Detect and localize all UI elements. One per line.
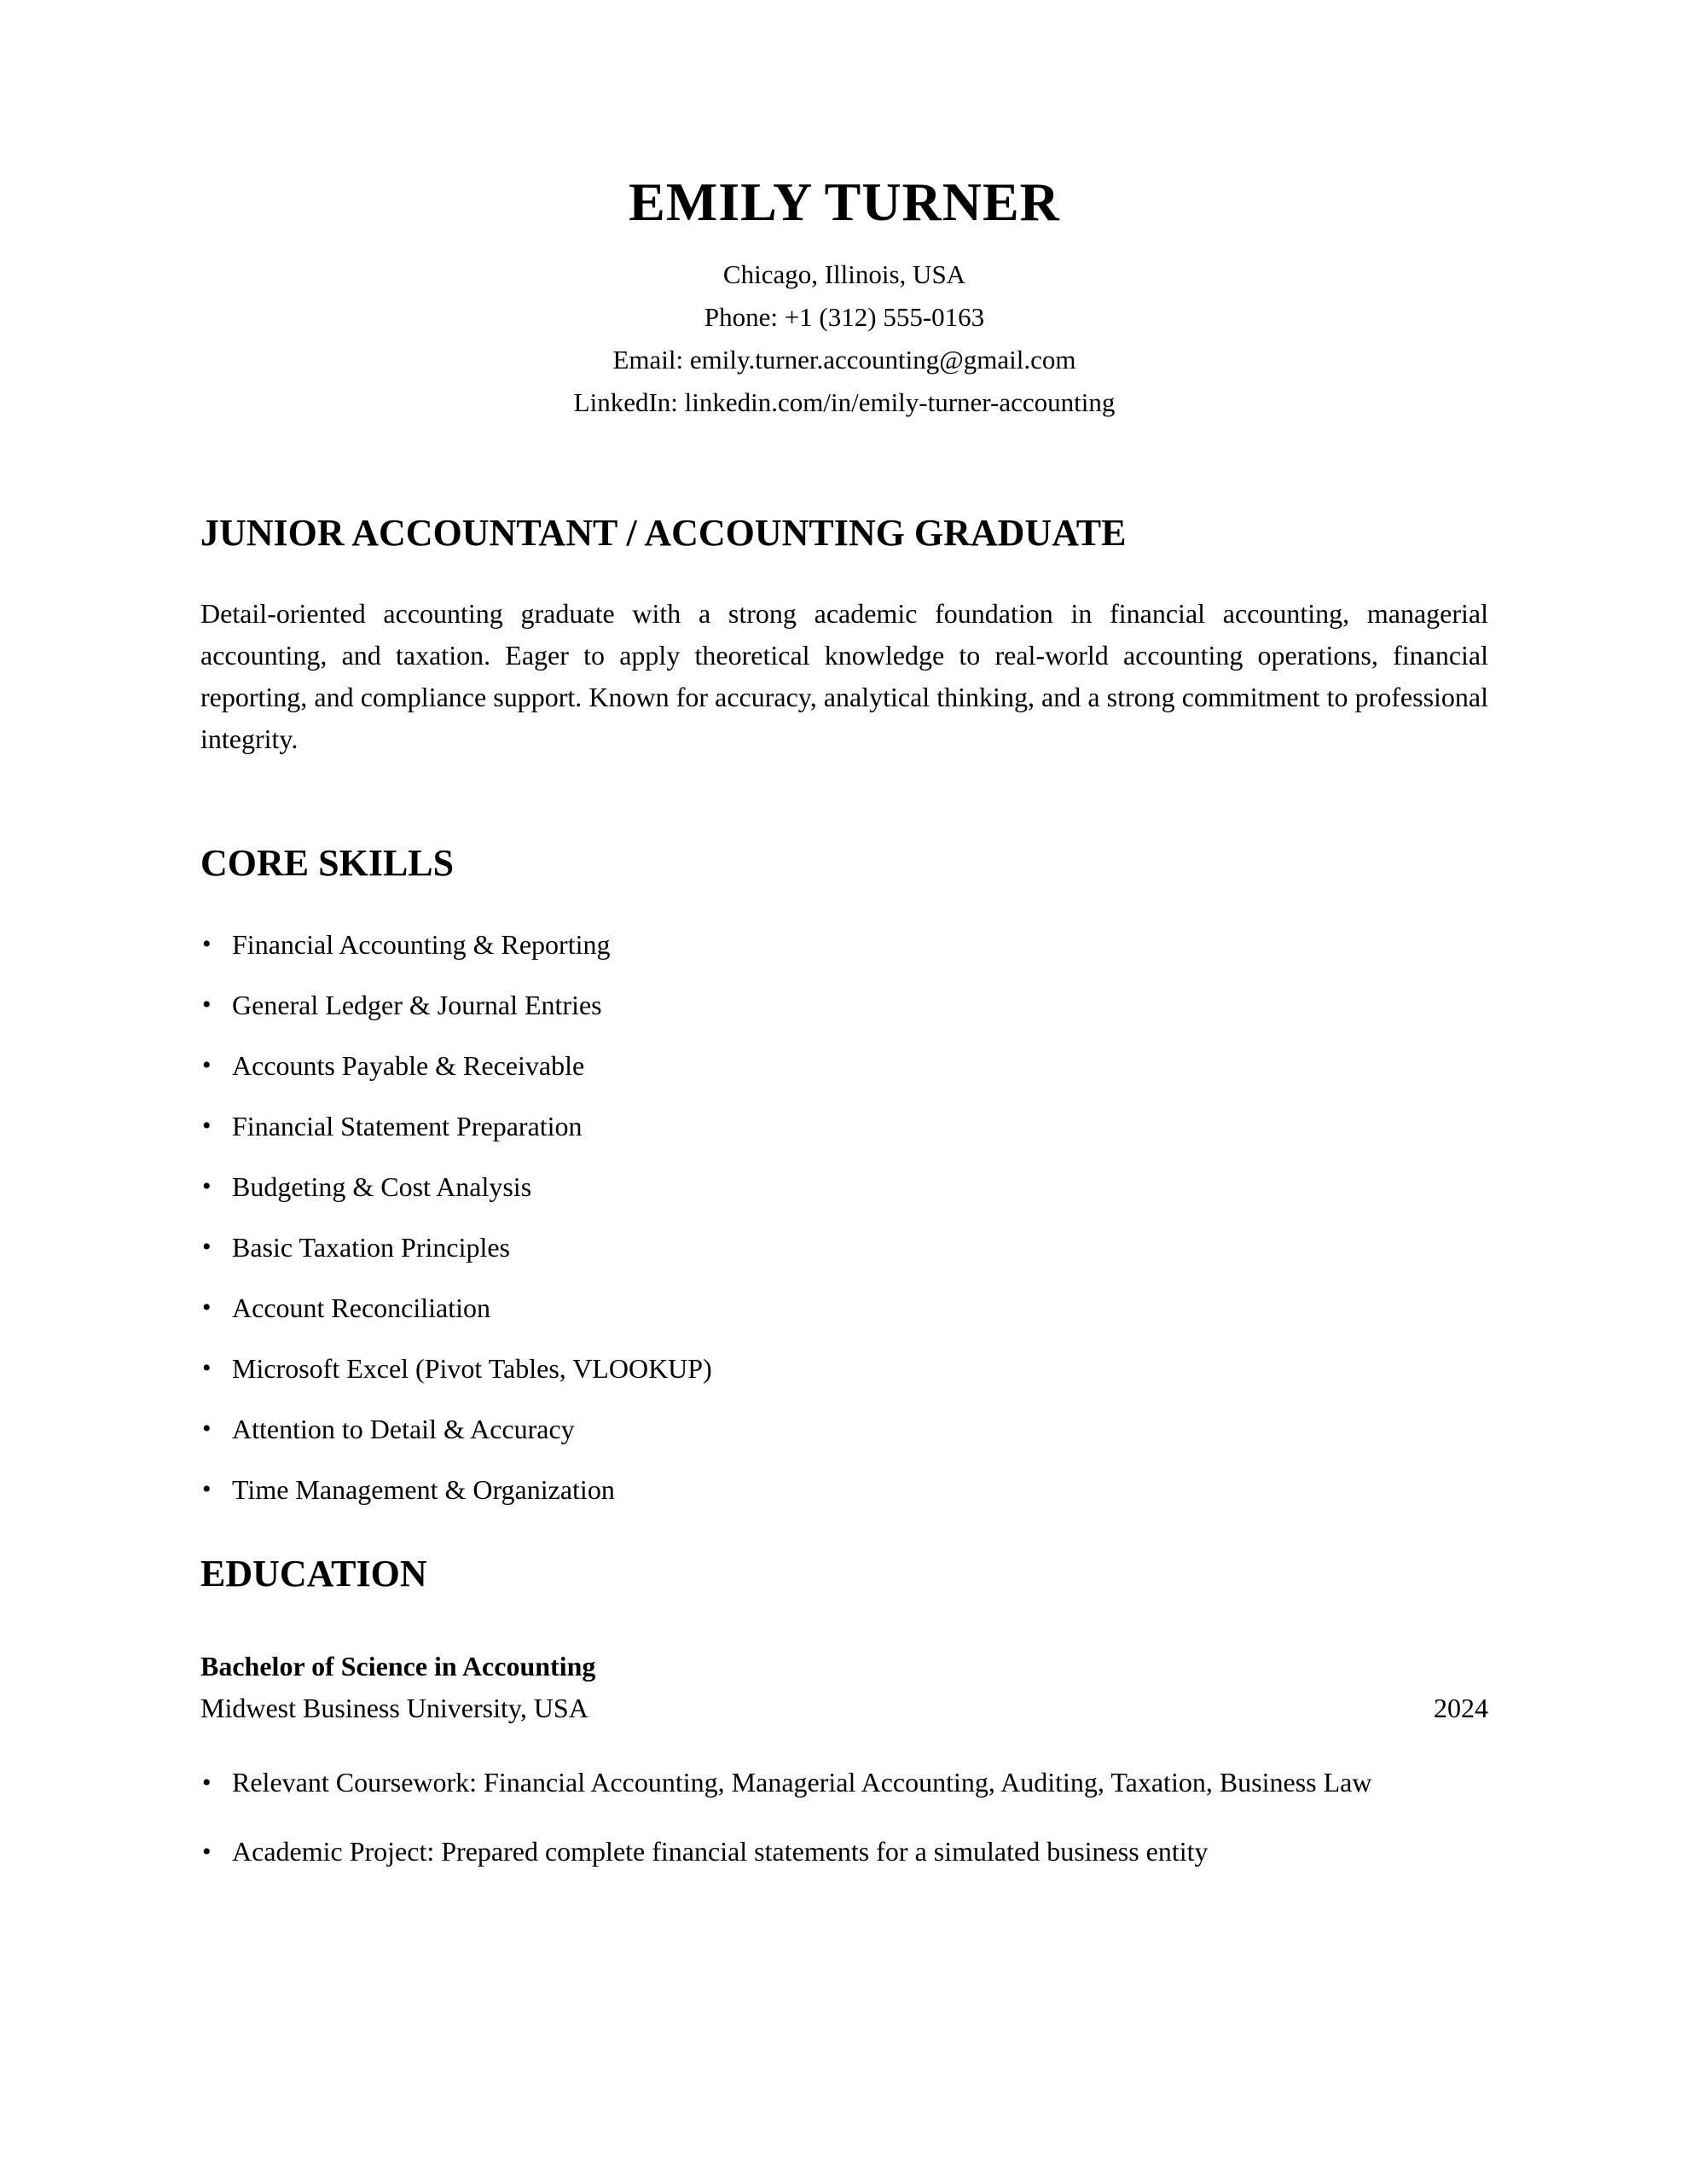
bullet-icon: • [202,1475,212,1504]
education-bullet-item [200,1831,1488,1873]
bullet-icon: • [202,990,212,1019]
core-skills-heading: CORE SKILLS [200,841,455,884]
skill-label: Basic Taxation Principles [232,1232,510,1263]
skill-label: Attention to Detail & Accuracy [232,1414,575,1445]
contact-line: LinkedIn: linkedin.com/in/emily-turner-accounting [573,387,1116,417]
section-role [200,512,1488,760]
bullet-icon: • [202,1112,212,1141]
skill-item [200,1289,1488,1327]
bullet-icon: • [202,1293,212,1322]
contact-line: Email: emily.turner.accounting@gmail.com [612,345,1076,375]
skill-label: Time Management & Organization [232,1474,615,1506]
skill-item [200,1047,1488,1084]
role-heading: JUNIOR ACCOUNTANT / ACCOUNTING GRADUATE [200,512,1127,554]
degree-title: Bachelor of Science in Accounting [200,1650,596,1682]
bullet-icon: • [202,1172,212,1201]
education-bullet-item [200,1762,1488,1804]
skill-item [200,1471,1488,1508]
contact-line: Phone: +1 (312) 555-0163 [704,302,985,332]
skill-label: Microsoft Excel (Pivot Tables, VLOOKUP) [232,1353,712,1385]
skill-item [200,1350,1488,1387]
skill-label: General Ledger & Journal Entries [232,990,602,1021]
skill-item [200,1228,1488,1266]
skill-item [200,1107,1488,1145]
skills-list [200,926,1488,1508]
bullet-icon: • [202,930,212,959]
professional-summary: Detail-oriented accounting graduate with a strong academic foundation in financial accounting, managerial accounting, and taxation. Eager to apply theoretical knowledge to real-world accounting operations, financial reporting, and compliance support. Known for accuracy, analytical thinking, and a strong commitment to professional integrity. [200,597,1488,754]
bullet-icon: • [202,1768,212,1797]
skill-item [200,1410,1488,1448]
resume-header [200,171,1488,424]
skill-label: Budgeting & Cost Analysis [232,1171,532,1203]
bullet-icon: • [202,1354,212,1383]
skill-label: Financial Statement Preparation [232,1111,583,1142]
bullet-icon: • [202,1051,212,1080]
education-bullet-label: Relevant Coursework: Financial Accounting, Managerial Accounting, Auditing, Taxation, Business Law [232,1766,1372,1798]
contact-block [200,253,1488,424]
bullet-icon: • [202,1233,212,1262]
skill-label: Account Reconciliation [232,1292,491,1324]
skill-label: Accounts Payable & Receivable [232,1050,585,1082]
section-education [200,1553,1488,1873]
education-bullet-label: Academic Project: Prepared complete financial statements for a simulated business entity [232,1835,1209,1867]
education-bullets [200,1762,1488,1873]
skill-label: Financial Accounting & Reporting [232,929,611,961]
skill-item [200,1168,1488,1205]
institution-name: Midwest Business University, USA [200,1692,588,1723]
graduation-year: 2024 [1434,1692,1488,1723]
skill-item [200,986,1488,1024]
bullet-icon: • [202,1414,212,1443]
candidate-name: EMILY TURNER [629,171,1060,232]
institution-row [200,1687,1488,1729]
contact-line: Chicago, Illinois, USA [722,259,966,289]
section-core-skills [200,842,1488,1509]
skill-item [200,926,1488,963]
bullet-icon: • [202,1837,212,1866]
education-heading: EDUCATION [200,1553,427,1595]
